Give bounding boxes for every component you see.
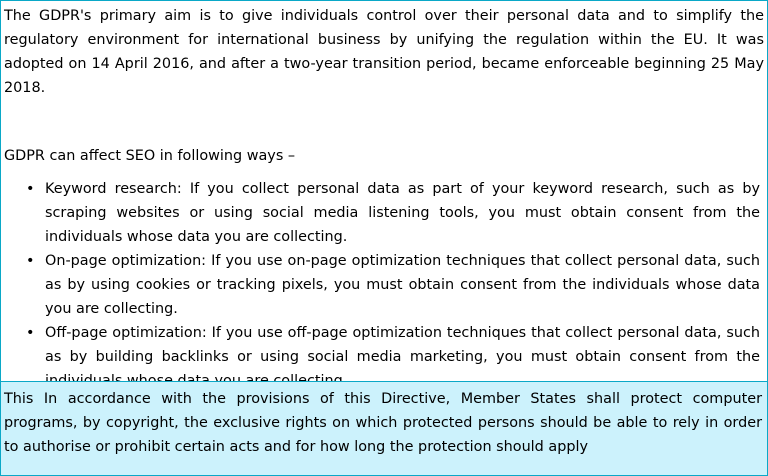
list-item-text: On-page optimization: If you use on-page optimization techniques that collect personal data, such as by using cookies or tracking pixels, you must obtain consent from the individuals whose data you are collecting. xyxy=(45,253,760,317)
seo-effects-list xyxy=(0,177,768,393)
intro-paragraph: The GDPR's primary aim is to give individuals control over their personal data and to simplify the regulatory environment for international business by unifying the regulation within the EU. It was adopted on 14 April 2016, and after a two-year transition period, became enforceable beginning 25 May 2018. xyxy=(4,8,764,96)
bullet-icon: • xyxy=(26,181,35,197)
bullet-icon: • xyxy=(26,253,35,269)
seo-intro-text: GDPR can affect SEO in following ways – xyxy=(4,148,296,164)
callout-box xyxy=(1,381,767,475)
callout-text: This In accordance with the provisions of this Directive, Member States shall protect computer programs, by copyright, the exclusive rights on which protected persons should be able to rely in order to authorise or prohibit certain acts and for how long the protection should apply xyxy=(4,391,762,455)
list-item-text: Keyword research: If you collect personal data as part of your keyword research, such as by scraping websites or using social media listening tools, you must obtain consent from the individuals whose data you are collecting. xyxy=(45,181,760,245)
list-item xyxy=(0,249,768,321)
list-item-text: Off-page optimization: If you use off-page optimization techniques that collect personal data, such as by building backlinks or using social media marketing, you must obtain consent from the xyxy=(45,325,760,365)
list-item xyxy=(0,177,768,249)
bullet-icon: • xyxy=(26,325,35,341)
